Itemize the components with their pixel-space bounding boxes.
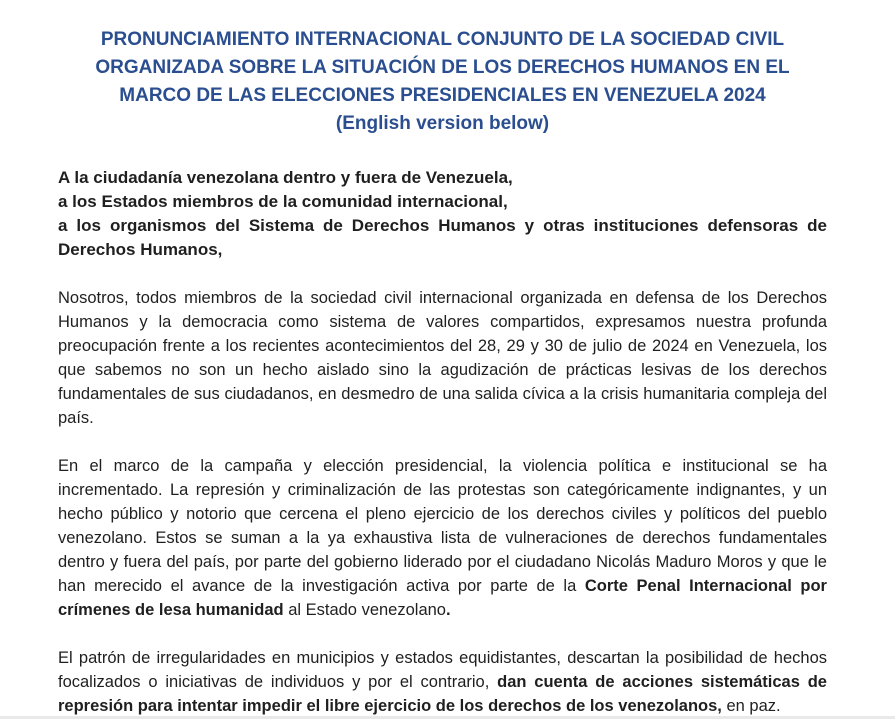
document-title	[58, 26, 827, 138]
title-line-2: ORGANIZADA SOBRE LA SITUACIÓN DE LOS DERECHOS HUMANOS EN EL	[95, 57, 790, 78]
paragraph-2-text: En el marco de la campaña y elección presidencial, la violencia política e institucional se ha incrementado. La represión y criminalización de las protestas son categóricamente indignantes, y un hecho público y notorio que cercena el pleno ejercicio de los derechos civiles y políticos del pueblo venezolano. Estos se suman a la ya exhaustiva lista de vulneraciones de derechos fundamentales dentro y fuera del país, por parte del gobierno liderado por el ciudadano Nicolás Maduro Moros y que le han merecido el avance de la investigación activa por parte de la	[58, 457, 827, 595]
document-page	[58, 26, 827, 718]
paragraph-2	[58, 454, 827, 622]
salutation-line-3: a los organismos del Sistema de Derechos Humanos y otras instituciones defensoras de Derechos Humanos,	[58, 216, 827, 259]
title-subtitle: (English version below)	[335, 113, 550, 134]
salutation	[58, 166, 827, 262]
paragraph-2-text-after: al Estado venezolano	[288, 601, 446, 619]
paragraph-2-bold: Corte Penal Internacional por crímenes de lesa humanidad	[58, 577, 827, 619]
paragraph-3-bold: dan cuenta de acciones sistemáticas de represión para intentar impedir el libre ejercicio de los derechos de los venezolanos,	[58, 673, 827, 715]
salutation-line-1: A la ciudadanía venezolana dentro y fuera de Venezuela,	[58, 168, 513, 187]
title-line-1: PRONUNCIAMIENTO INTERNACIONAL CONJUNTO DE LA SOCIEDAD CIVIL	[100, 29, 785, 50]
paragraph-2-end: .	[445, 601, 451, 619]
paragraph-3	[58, 646, 827, 718]
paragraph-3-text-after: en paz.	[726, 697, 781, 715]
title-line-3: MARCO DE LAS ELECCIONES PRESIDENCIALES EN VENEZUELA 2024	[119, 85, 766, 106]
paragraph-3-text: El patrón de irregularidades en municipios y estados equidistantes, descartan la posibilidad de hechos focalizados o iniciativas de individuos y por el contrario,	[58, 649, 827, 691]
paragraph-1: Nosotros, todos miembros de la sociedad civil internacional organizada en defensa de los Derechos Humanos y la democracia como sistema de valores compartidos, expresamos nuestra profunda preocupación frente a los recientes acontecimientos del 28, 29 y 30 de julio de 2024 en Venezuela, los que sabemos no son un hecho aislado sino la agudización de prácticas lesivas de los derechos fundamentales de sus ciudadanos, en desmedro de una salida cívica a la crisis humanitaria compleja del país.	[58, 289, 827, 427]
salutation-line-2: a los Estados miembros de la comunidad internacional,	[58, 192, 508, 211]
